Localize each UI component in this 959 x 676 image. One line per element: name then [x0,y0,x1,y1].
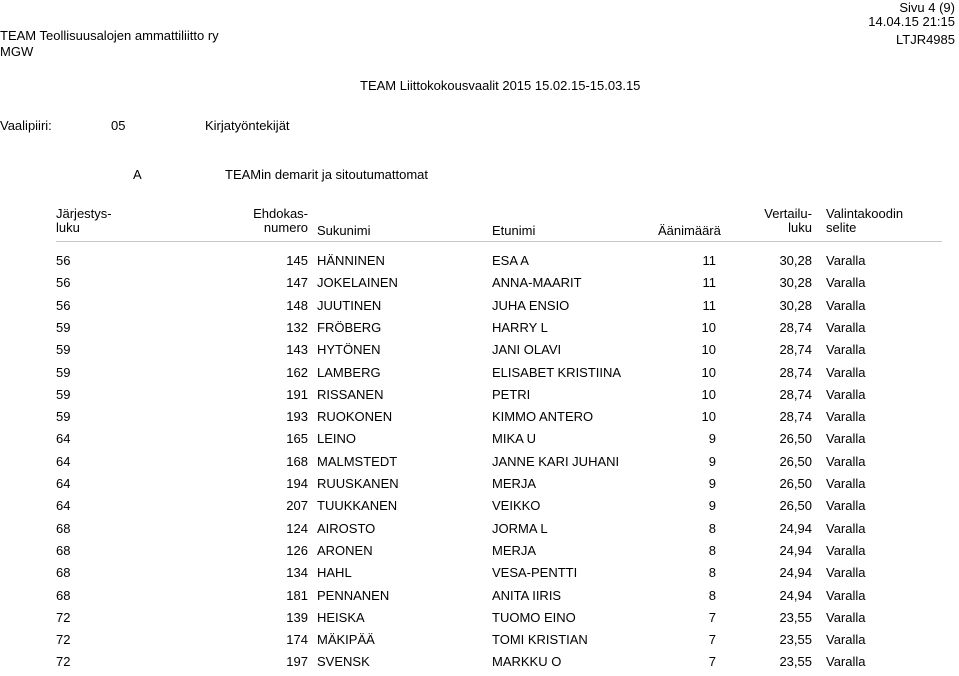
table-row [0,585,959,607]
row-vertailuluku: 28,74 [779,319,812,335]
row-vertailuluku: 30,28 [779,253,812,268]
row-ehdokasnumero: 124 [286,520,308,536]
row-vertailuluku: 24,94 [779,542,812,558]
row-ehdokasnumero: 174 [286,632,308,648]
row-aanimaara: 7 [708,632,716,648]
table-row [0,406,959,428]
row-etunimi: ANITA IIRIS [492,587,562,603]
row-sukunimi: PENNANEN [317,587,390,603]
row-jarjestysluku: 59 [56,386,71,402]
row-aanimaara: 10 [701,319,716,335]
report-code: LTJR4985 [895,32,955,47]
group-name: TEAMin demarit ja sitoutumattomat [225,167,429,182]
row-ehdokasnumero: 207 [286,498,308,514]
table-row [0,339,959,361]
header-divider [56,241,942,242]
row-vertailuluku: 26,50 [779,476,812,491]
row-vertailuluku: 30,28 [779,275,812,291]
row-jarjestysluku: 68 [56,520,71,536]
row-etunimi: MIKA U [492,431,537,447]
row-sukunimi: RUUSKANEN [317,476,399,491]
row-valintakoodi: Varalla [826,565,866,581]
row-ehdokasnumero: 145 [286,253,308,268]
row-etunimi: JUHA ENSIO [492,297,570,313]
row-aanimaara: 10 [701,364,716,380]
row-vertailuluku: 26,50 [779,498,812,514]
row-etunimi: JANI OLAVI [492,342,562,358]
row-etunimi: MARKKU O [492,654,562,670]
row-ehdokasnumero: 165 [286,431,308,447]
table-row [0,518,959,540]
row-valintakoodi: Varalla [826,520,866,536]
row-ehdokasnumero: 194 [286,476,308,491]
row-jarjestysluku: 59 [56,319,71,335]
row-vertailuluku: 28,74 [779,409,812,425]
row-vertailuluku: 30,28 [779,297,812,313]
row-jarjestysluku: 72 [56,609,71,625]
row-aanimaara: 11 [702,253,716,268]
row-sukunimi: LEINO [317,431,357,447]
table-row [0,473,959,495]
election-title: TEAM Liittokokousvaalit 2015 15.02.15-15.03.15 [360,78,641,93]
row-etunimi: ESA A [492,253,529,268]
row-etunimi: JANNE KARI JUHANI [492,453,620,469]
table-row [0,651,959,673]
row-ehdokasnumero: 134 [286,565,308,581]
row-vertailuluku: 24,94 [779,565,812,581]
table-row [0,607,959,629]
row-valintakoodi: Varalla [826,275,866,291]
row-aanimaara: 8 [708,520,716,536]
row-jarjestysluku: 64 [56,498,71,514]
row-aanimaara: 8 [708,587,716,603]
row-aanimaara: 10 [701,386,716,402]
row-aanimaara: 7 [708,654,716,670]
print-datetime: 14.04.15 21:15 [868,14,955,29]
row-sukunimi: LAMBERG [317,364,381,380]
table-row [0,629,959,651]
row-ehdokasnumero: 143 [286,342,308,358]
row-vertailuluku: 28,74 [779,364,812,380]
table-row [0,451,959,473]
row-valintakoodi: Varalla [826,319,866,335]
col-valintakoodi-line1: Valintakoodin [826,206,904,221]
row-valintakoodi: Varalla [826,342,866,358]
row-etunimi: MERJA [492,476,537,491]
row-sukunimi: MÄKIPÄÄ [317,632,375,648]
row-aanimaara: 10 [701,409,716,425]
table-row [0,384,959,406]
row-etunimi: HARRY L [492,319,548,335]
row-vertailuluku: 28,74 [779,386,812,402]
col-valintakoodi-line2: selite [826,220,857,235]
row-valintakoodi: Varalla [826,542,866,558]
col-jarjestysluku-line2: luku [56,220,80,235]
row-vertailuluku: 23,55 [779,609,812,625]
table-row [0,562,959,584]
table-row [0,272,959,294]
table-row [0,317,959,339]
row-aanimaara: 7 [708,609,716,625]
row-aanimaara: 8 [708,542,716,558]
row-etunimi: KIMMO ANTERO [492,409,594,425]
district-name: Kirjatyöntekijät [205,118,290,133]
row-sukunimi: HAHL [317,565,352,581]
row-valintakoodi: Varalla [826,632,866,648]
table-row [0,362,959,384]
group-letter: A [133,167,142,182]
table-row [0,428,959,450]
row-etunimi: PETRI [492,386,531,402]
row-valintakoodi: Varalla [826,431,866,447]
row-jarjestysluku: 72 [56,654,71,670]
row-sukunimi: SVENSK [317,654,370,670]
row-etunimi: ANNA-MAARIT [492,275,582,291]
district-label: Vaalipiiri: [0,118,52,133]
row-valintakoodi: Varalla [826,409,866,425]
row-jarjestysluku: 56 [56,275,71,291]
col-vertailuluku-line1: Vertailu- [764,206,812,221]
row-aanimaara: 11 [702,275,716,291]
row-etunimi: VEIKKO [492,498,541,514]
row-ehdokasnumero: 147 [286,275,308,291]
col-sukunimi: Sukunimi [317,223,371,238]
organization-name: TEAM Teollisuusalojen ammattiliitto ry [0,28,219,43]
row-valintakoodi: Varalla [826,654,866,670]
row-sukunimi: TUUKKANEN [317,498,398,514]
col-aanimaara: Äänimäärä [658,223,721,238]
row-jarjestysluku: 59 [56,364,71,380]
row-ehdokasnumero: 148 [286,297,308,313]
district-number: 05 [111,118,126,133]
row-valintakoodi: Varalla [826,587,866,603]
row-ehdokasnumero: 181 [286,587,308,603]
row-aanimaara: 9 [708,498,716,514]
col-vertailuluku-line2: luku [788,220,812,235]
row-ehdokasnumero: 168 [286,453,308,469]
row-vertailuluku: 24,94 [779,520,812,536]
row-vertailuluku: 24,94 [779,587,812,603]
row-jarjestysluku: 56 [56,297,71,313]
row-valintakoodi: Varalla [826,386,866,402]
table-row [0,540,959,562]
row-vertailuluku: 26,50 [779,431,812,447]
row-aanimaara: 8 [708,565,716,581]
row-aanimaara: 9 [708,431,716,447]
row-jarjestysluku: 68 [56,587,71,603]
row-vertailuluku: 23,55 [779,632,812,648]
row-etunimi: TOMI KRISTIAN [492,632,588,648]
row-sukunimi: JOKELAINEN [317,275,398,291]
row-sukunimi: HÄNNINEN [317,253,385,268]
row-ehdokasnumero: 132 [286,319,308,335]
table-row [0,250,959,272]
row-etunimi: ELISABET KRISTIINA [492,364,622,380]
row-jarjestysluku: 59 [56,409,71,425]
row-ehdokasnumero: 197 [286,654,308,670]
row-valintakoodi: Varalla [826,453,866,469]
row-valintakoodi: Varalla [826,253,866,268]
row-etunimi: VESA-PENTTI [492,565,578,581]
col-jarjestysluku-line1: Järjestys- [56,206,112,221]
row-aanimaara: 9 [708,476,716,491]
row-jarjestysluku: 64 [56,453,71,469]
row-aanimaara: 9 [708,453,716,469]
row-etunimi: JORMA L [492,520,548,536]
row-valintakoodi: Varalla [826,364,866,380]
row-sukunimi: HEISKA [317,609,365,625]
row-ehdokasnumero: 139 [286,609,308,625]
col-ehdokasnumero-line1: Ehdokas- [253,206,308,221]
row-jarjestysluku: 68 [56,542,71,558]
row-sukunimi: RUOKONEN [317,409,393,425]
col-etunimi: Etunimi [492,223,536,238]
row-valintakoodi: Varalla [826,297,866,313]
row-vertailuluku: 23,55 [779,654,812,670]
row-sukunimi: RISSANEN [317,386,384,402]
row-ehdokasnumero: 191 [286,386,308,402]
row-jarjestysluku: 64 [56,476,71,491]
row-ehdokasnumero: 162 [286,364,308,380]
row-jarjestysluku: 64 [56,431,71,447]
row-valintakoodi: Varalla [826,476,866,491]
row-sukunimi: FRÖBERG [317,319,382,335]
row-jarjestysluku: 68 [56,565,71,581]
row-etunimi: TUOMO EINO [492,609,576,625]
row-sukunimi: MALMSTEDT [317,453,398,469]
row-jarjestysluku: 59 [56,342,71,358]
table-row [0,495,959,517]
table-row [0,295,959,317]
page-number: Sivu 4 (9) [899,0,955,15]
row-sukunimi: ARONEN [317,542,373,558]
row-valintakoodi: Varalla [826,609,866,625]
row-aanimaara: 10 [701,342,716,358]
row-ehdokasnumero: 126 [286,542,308,558]
row-sukunimi: JUUTINEN [317,297,382,313]
row-valintakoodi: Varalla [826,498,866,514]
row-jarjestysluku: 56 [56,253,71,268]
row-etunimi: MERJA [492,542,537,558]
row-vertailuluku: 26,50 [779,453,812,469]
row-sukunimi: HYTÖNEN [317,342,381,358]
row-vertailuluku: 28,74 [779,342,812,358]
row-jarjestysluku: 72 [56,632,71,648]
row-aanimaara: 11 [702,297,716,313]
row-sukunimi: AIROSTO [317,520,376,536]
col-ehdokasnumero-line2: numero [263,220,308,235]
organization-short: MGW [0,44,34,59]
row-ehdokasnumero: 193 [286,409,308,425]
